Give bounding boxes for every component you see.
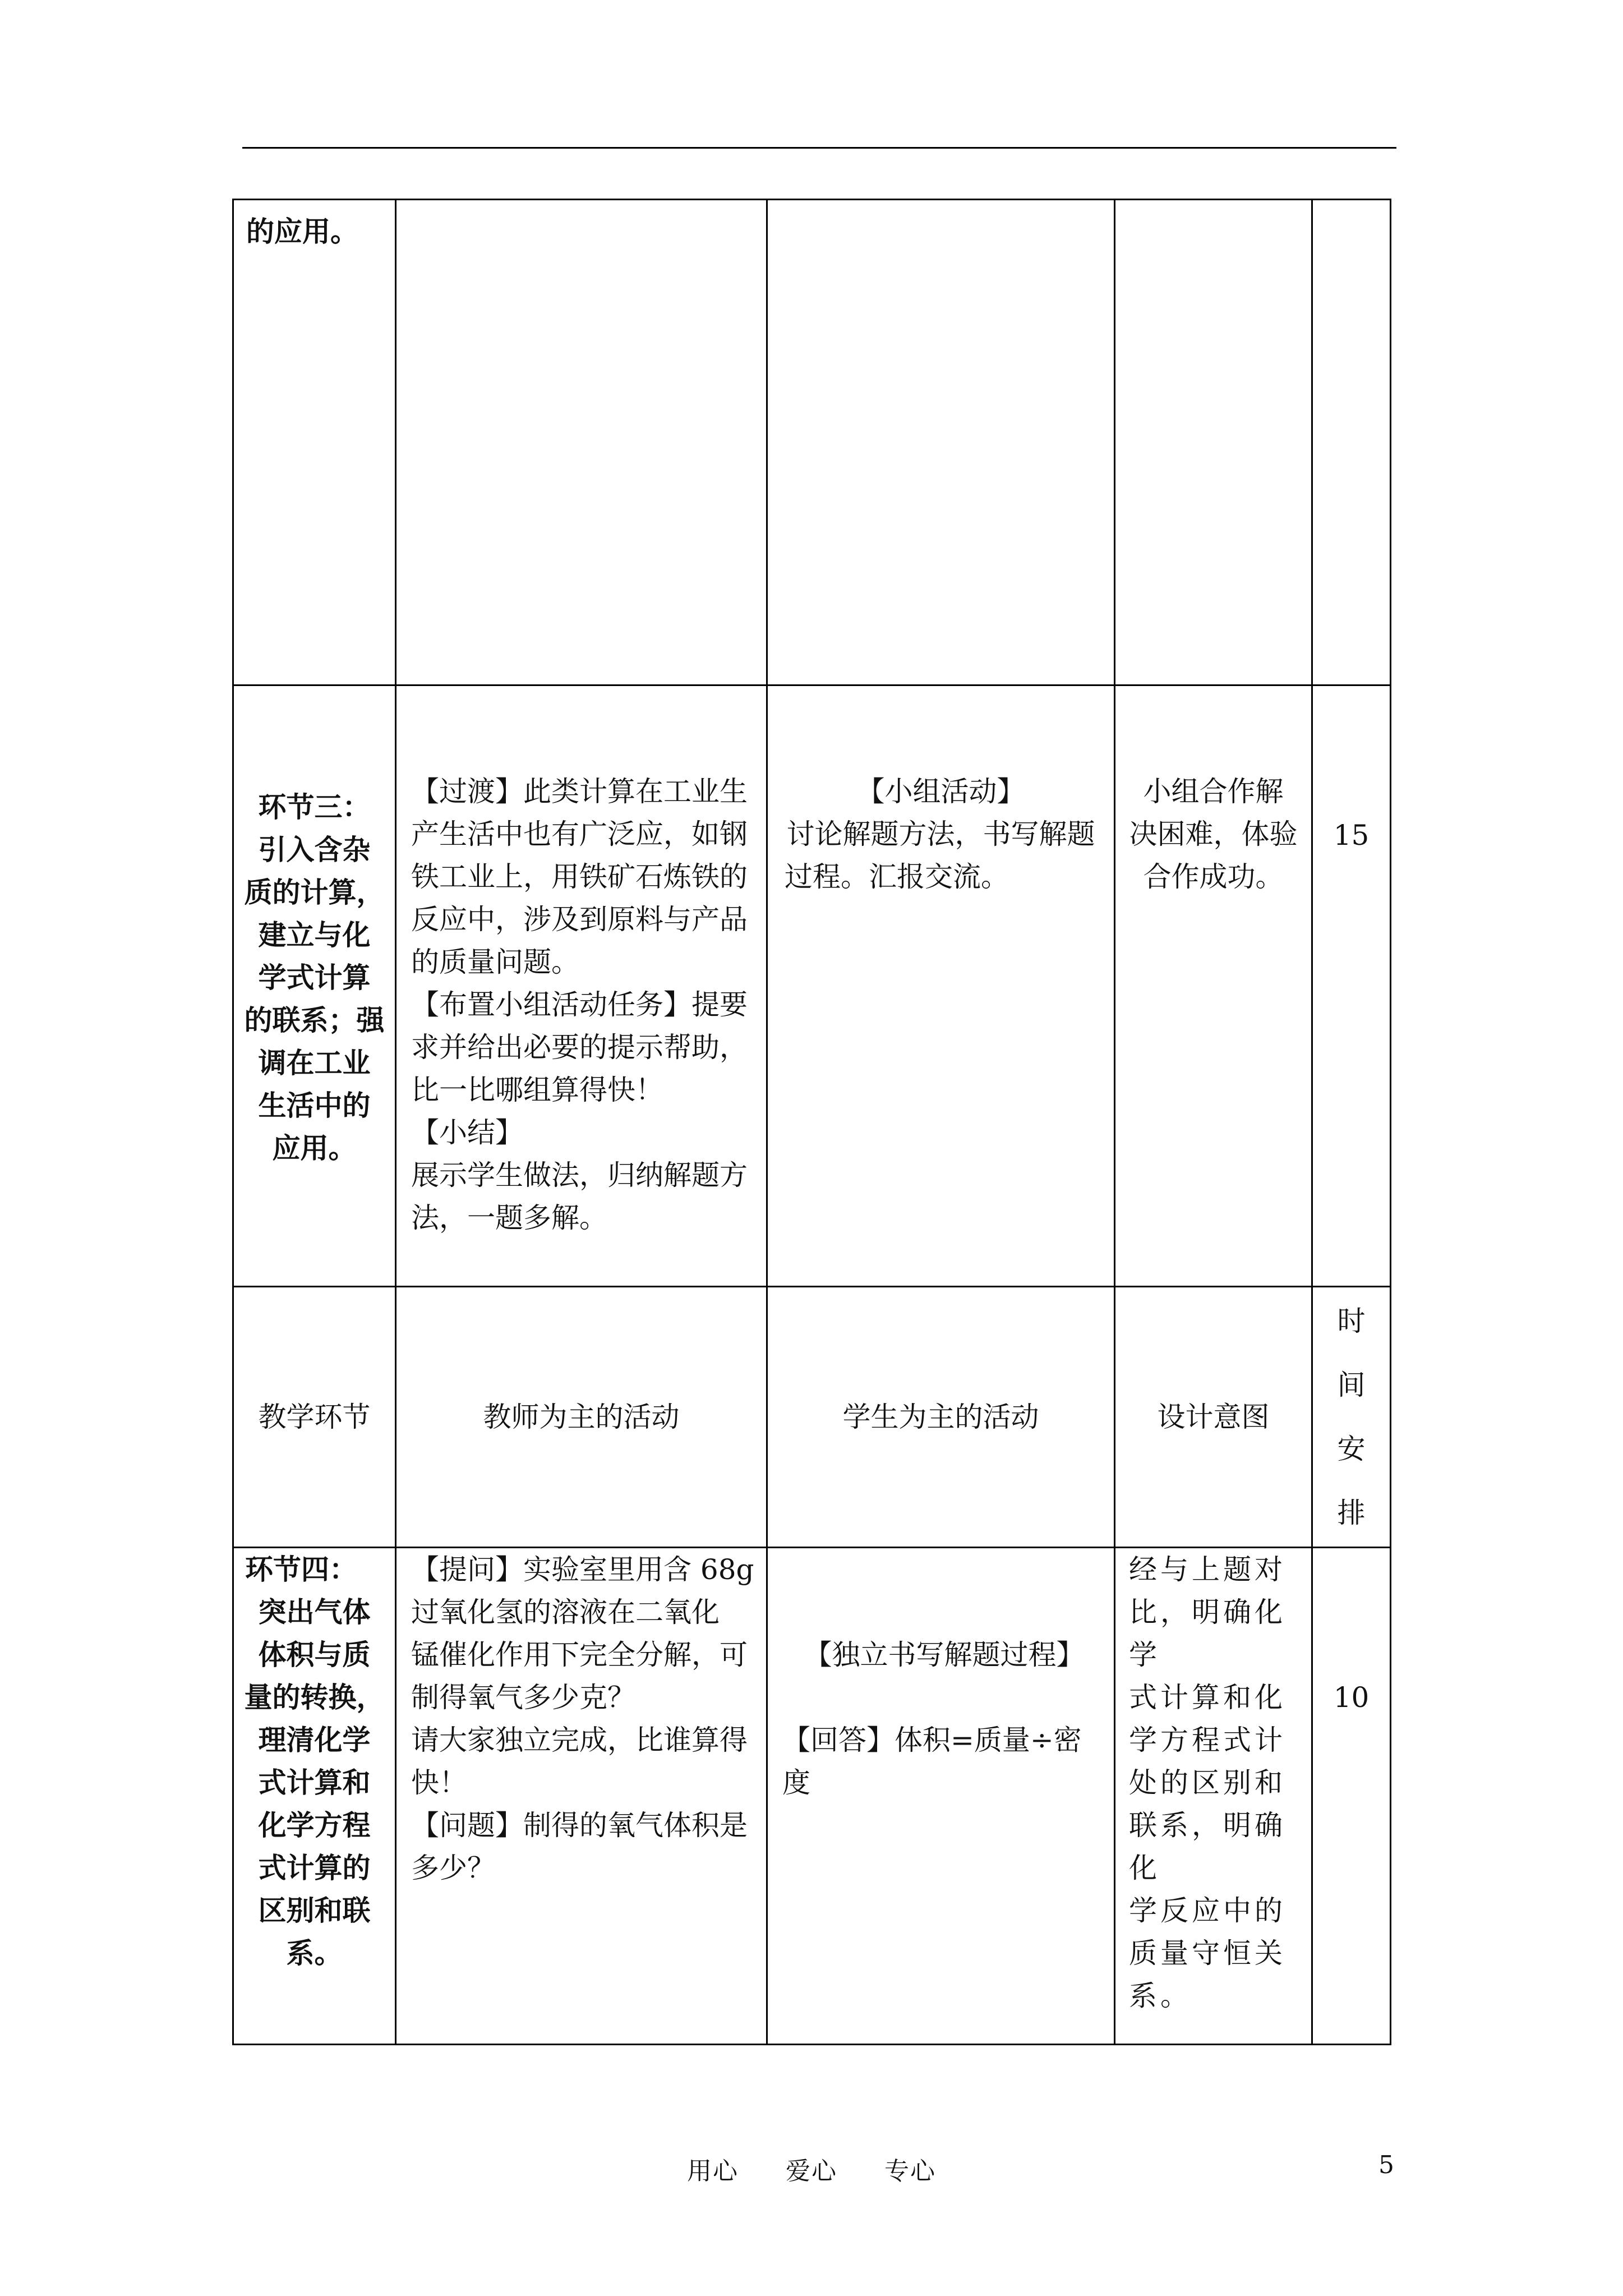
- student-cell: [767, 200, 1115, 685]
- stage-cell: [233, 1548, 396, 2045]
- intent-line: 系。: [1129, 1980, 1192, 2012]
- header-time-char: 间: [1337, 1369, 1366, 1401]
- footer-item: 用心: [687, 2157, 739, 2185]
- header-intent: [1115, 1287, 1312, 1548]
- stage-line: 理清化学: [258, 1723, 371, 1756]
- header-time-char: 安: [1337, 1433, 1366, 1465]
- header-stage: [233, 1287, 396, 1548]
- teacher-line: 【问题】制得的氧气体积是: [411, 1809, 748, 1842]
- intent-line: 决困难，体验: [1129, 818, 1298, 850]
- stage-line: 引入含杂: [258, 833, 371, 866]
- stage-line: 的联系；强: [244, 1004, 385, 1037]
- page-number: 5: [1378, 2151, 1394, 2179]
- intent-cell: [1115, 200, 1312, 685]
- intent-line: 比，明确化学: [1129, 1596, 1286, 1671]
- stage-line: 建立与化: [258, 918, 371, 951]
- stage-line: 式计算和: [258, 1766, 371, 1799]
- time-cell: [1312, 685, 1391, 1287]
- teacher-cell: [396, 685, 767, 1287]
- time-cell: [1312, 1548, 1391, 2045]
- student-line: 过程。汇报交流。: [785, 861, 1009, 893]
- header-student: [767, 1287, 1115, 1548]
- teacher-line: 过氧化氢的溶液在二氧化: [411, 1596, 720, 1628]
- teacher-line: 请大家独立完成，比谁算得: [411, 1724, 748, 1756]
- teacher-cell: [396, 200, 767, 685]
- stage-line: 应用。: [272, 1131, 357, 1165]
- header-student-label: 学生为主的活动: [842, 1401, 1039, 1433]
- student-cell: [767, 1548, 1115, 2045]
- teacher-line: 比一比哪组算得快！: [411, 1074, 663, 1106]
- teacher-line: 法，一题多解。: [411, 1202, 607, 1234]
- teacher-line: 【布置小组活动任务】提要: [411, 988, 748, 1021]
- table-header-row: [233, 1287, 1391, 1548]
- stage-cell: [233, 685, 396, 1287]
- stage-line: 学式计算: [258, 961, 371, 994]
- intent-line: 学方程式计: [1129, 1724, 1286, 1756]
- header-stage-label: 教学环节: [258, 1401, 371, 1433]
- teacher-line: 【提问】实验室里用含 68g: [411, 1553, 754, 1586]
- teacher-line: 制得氧气多少克？: [411, 1681, 635, 1714]
- student-line: 度: [782, 1766, 810, 1799]
- student-line: 【独立书写解题过程】: [804, 1639, 1085, 1671]
- header-rule: [242, 147, 1396, 149]
- table-row-stage-3: [233, 685, 1391, 1287]
- stage-line: 环节四：: [245, 1553, 357, 1586]
- stage-line: 调在工业: [258, 1046, 371, 1079]
- stage-line: 突出气体: [258, 1595, 371, 1628]
- intent-line: 联系，明确化: [1129, 1809, 1286, 1884]
- intent-line: 合作成功。: [1143, 861, 1284, 893]
- teacher-line: 展示学生做法，归纳解题方: [411, 1159, 748, 1191]
- header-time: [1312, 1287, 1391, 1548]
- spacer: [782, 1676, 1106, 1719]
- teacher-line: 多少？: [411, 1852, 495, 1884]
- teacher-line: 的质量问题。: [411, 946, 579, 978]
- stage-text: 的应用。: [246, 215, 358, 248]
- time-value: 10: [1333, 1681, 1370, 1714]
- time-value: 15: [1333, 819, 1370, 852]
- intent-cell: [1115, 685, 1312, 1287]
- teacher-line: 快！: [411, 1766, 467, 1799]
- table-row-stage-4: [233, 1548, 1391, 2045]
- student-line: 【回答】体积=质量÷密: [782, 1724, 1082, 1756]
- teacher-line: 求并给出必要的提示帮助，: [411, 1031, 748, 1064]
- intent-line: 处的区别和: [1129, 1766, 1286, 1799]
- time-cell: [1312, 200, 1391, 685]
- header-time-char: 排: [1337, 1497, 1366, 1529]
- stage-cell: [233, 200, 396, 685]
- stage-line: 式计算的: [258, 1851, 371, 1884]
- stage-line: 系。: [286, 1936, 343, 1970]
- stage-line: 区别和联: [258, 1894, 371, 1927]
- student-line: 【小组活动】: [856, 775, 1025, 808]
- intent-line: 学反应中的: [1129, 1894, 1286, 1927]
- header-intent-label: 设计意图: [1157, 1401, 1270, 1433]
- teacher-line: 锰催化作用下完全分解，可: [411, 1639, 748, 1671]
- teacher-cell: [396, 1548, 767, 2045]
- intent-line: 质量守恒关: [1129, 1937, 1286, 1970]
- stage-line: 化学方程: [258, 1809, 371, 1842]
- stage-line: 质的计算，: [244, 876, 385, 909]
- header-teacher: [396, 1287, 767, 1548]
- intent-line: 经与上题对: [1129, 1553, 1286, 1586]
- intent-cell: [1115, 1548, 1312, 2045]
- stage-line: 量的转换，: [244, 1681, 385, 1714]
- teacher-line: 产生活中也有广泛应，如钢: [411, 818, 748, 850]
- header-teacher-label: 教师为主的活动: [483, 1401, 680, 1433]
- intent-line: 小组合作解: [1143, 775, 1284, 808]
- teacher-line: 【过渡】此类计算在工业生: [411, 775, 748, 808]
- stage-line: 环节三：: [258, 790, 371, 823]
- student-cell: [767, 685, 1115, 1287]
- lesson-plan-table: [232, 199, 1391, 2045]
- intent-line: 式计算和化: [1129, 1681, 1286, 1714]
- teacher-line: 铁工业上，用铁矿石炼铁的: [411, 861, 748, 893]
- stage-line: 生活中的: [258, 1089, 371, 1122]
- header-time-char: 时: [1337, 1305, 1366, 1337]
- footer-item: 爱心: [786, 2157, 837, 2185]
- stage-line: 体积与质: [258, 1638, 371, 1671]
- teacher-line: 反应中，涉及到原料与产品: [411, 903, 748, 936]
- table-row-continuation: [233, 200, 1391, 685]
- student-line: 讨论解题方法，书写解题: [786, 818, 1095, 850]
- footer-item: 专心: [884, 2157, 936, 2185]
- teacher-line: 【小结】: [411, 1116, 523, 1149]
